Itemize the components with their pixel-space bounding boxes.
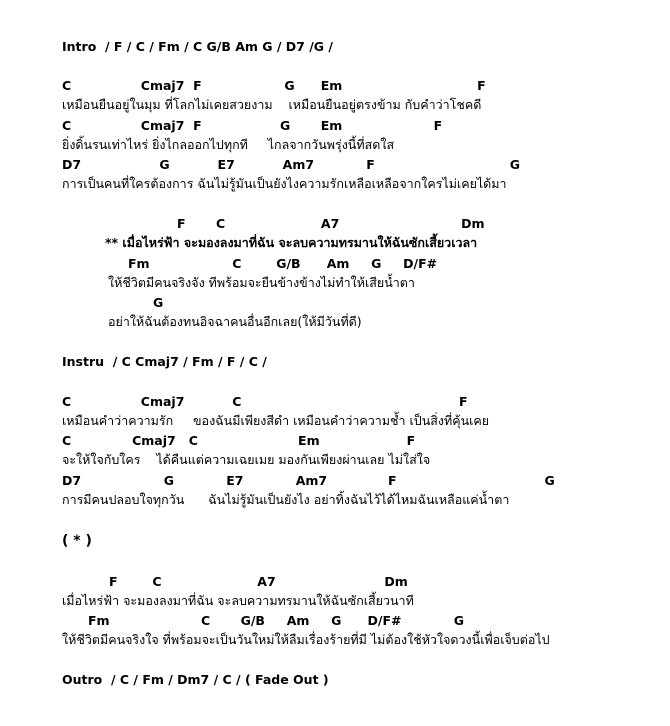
- lyric-line: ** เมื่อไหร่ฟ้า จะมองลงมาที่ฉัน จะลบความทรมานให้ฉันซักเสี้ยวเวลา: [105, 235, 478, 250]
- lyric-line: เหมือนยืนอยู่ในมุม ที่โลกไม่เคยสวยงาม เหมือนยืนอยู่ตรงข้าม กับคำว่าโชคดี: [62, 97, 482, 112]
- chord-line: D7 G E7 Am7 F G: [62, 473, 555, 488]
- lyric-line: การเป็นคนที่ใครต้องการ ฉันไม่รู้มันเป็นยังไงความรักเหลือเหลือจากใครไม่เคยได้มา: [62, 176, 507, 191]
- chord-line: Fm C G/B Am G D/F# G: [88, 613, 464, 628]
- chord-line: C Cmaj7 C F: [62, 394, 468, 409]
- instru-line: Instru / C Cmaj7 / Fm / F / C /: [62, 354, 267, 369]
- chord-line: F C A7 Dm: [109, 574, 408, 589]
- chord-line: F C A7 Dm: [177, 216, 485, 231]
- lyric-line: เมื่อไหร่ฟ้า จะมองลงมาที่ฉัน จะลบความทรมานให้ฉันซักเสี้ยวนาที: [62, 593, 414, 608]
- lyric-line: ให้ชีวิตมีคนจริงใจ ที่พร้อมจะเป็นวันใหม่ให้ลืมเรื่องร้ายที่มี ไม่ต้องใช้หัวใจดวงนี้เพื่อเจ็บต่อไป: [62, 632, 550, 647]
- chord-line: C Cmaj7 F G Em F: [62, 118, 443, 133]
- chord-line: C Cmaj7 F G Em F: [62, 78, 486, 93]
- repeat-marker: ( * ): [62, 533, 92, 549]
- lyric-line: การมีคนปลอบใจทุกวัน ฉันไม่รู้มันเป็นยังไง อย่าทิ้งฉันไว้ได้ไหมฉันเหลือแค่น้ำตา: [62, 492, 510, 507]
- lyric-line: อย่าให้ฉันต้องทนอิจฉาคนอื่นอีกเลย(ให้มีวันที่ดี): [108, 314, 362, 329]
- chord-line: Fm C G/B Am G D/F#: [128, 256, 438, 271]
- lyric-line: ยิ่งดิ้นรนเท่าไหร่ ยิ่งไกลออกไปทุกที ไกลจากวันพรุ่งนี้ที่สดใส: [62, 137, 395, 152]
- outro-line: Outro / C / Fm / Dm7 / C / ( Fade Out ): [62, 672, 329, 687]
- chord-line: D7 G E7 Am7 F G: [62, 157, 520, 172]
- intro-line: Intro / F / C / Fm / C G/B Am G / D7 /G /: [62, 39, 333, 54]
- chord-line: G: [153, 295, 164, 310]
- lyric-line: เหมือนคำว่าความรัก ของฉันมีเพียงสีดำ เหมือนคำว่าความช้ำ เป็นสิ่งที่คุ้นเคย: [62, 413, 490, 428]
- lyric-line: ให้ชีวิตมีคนจริงจัง ทีพร้อมจะยืนข้างข้างไม่ทำให้เสียน้ำตา: [108, 275, 415, 290]
- lyric-line: จะให้ใจกับใคร ได้คืนแต่ความเฉยเมย มองกันเพียงผ่านเลย ไม่ใส่ใจ: [62, 452, 431, 467]
- chord-line: C Cmaj7 C Em F: [62, 433, 416, 448]
